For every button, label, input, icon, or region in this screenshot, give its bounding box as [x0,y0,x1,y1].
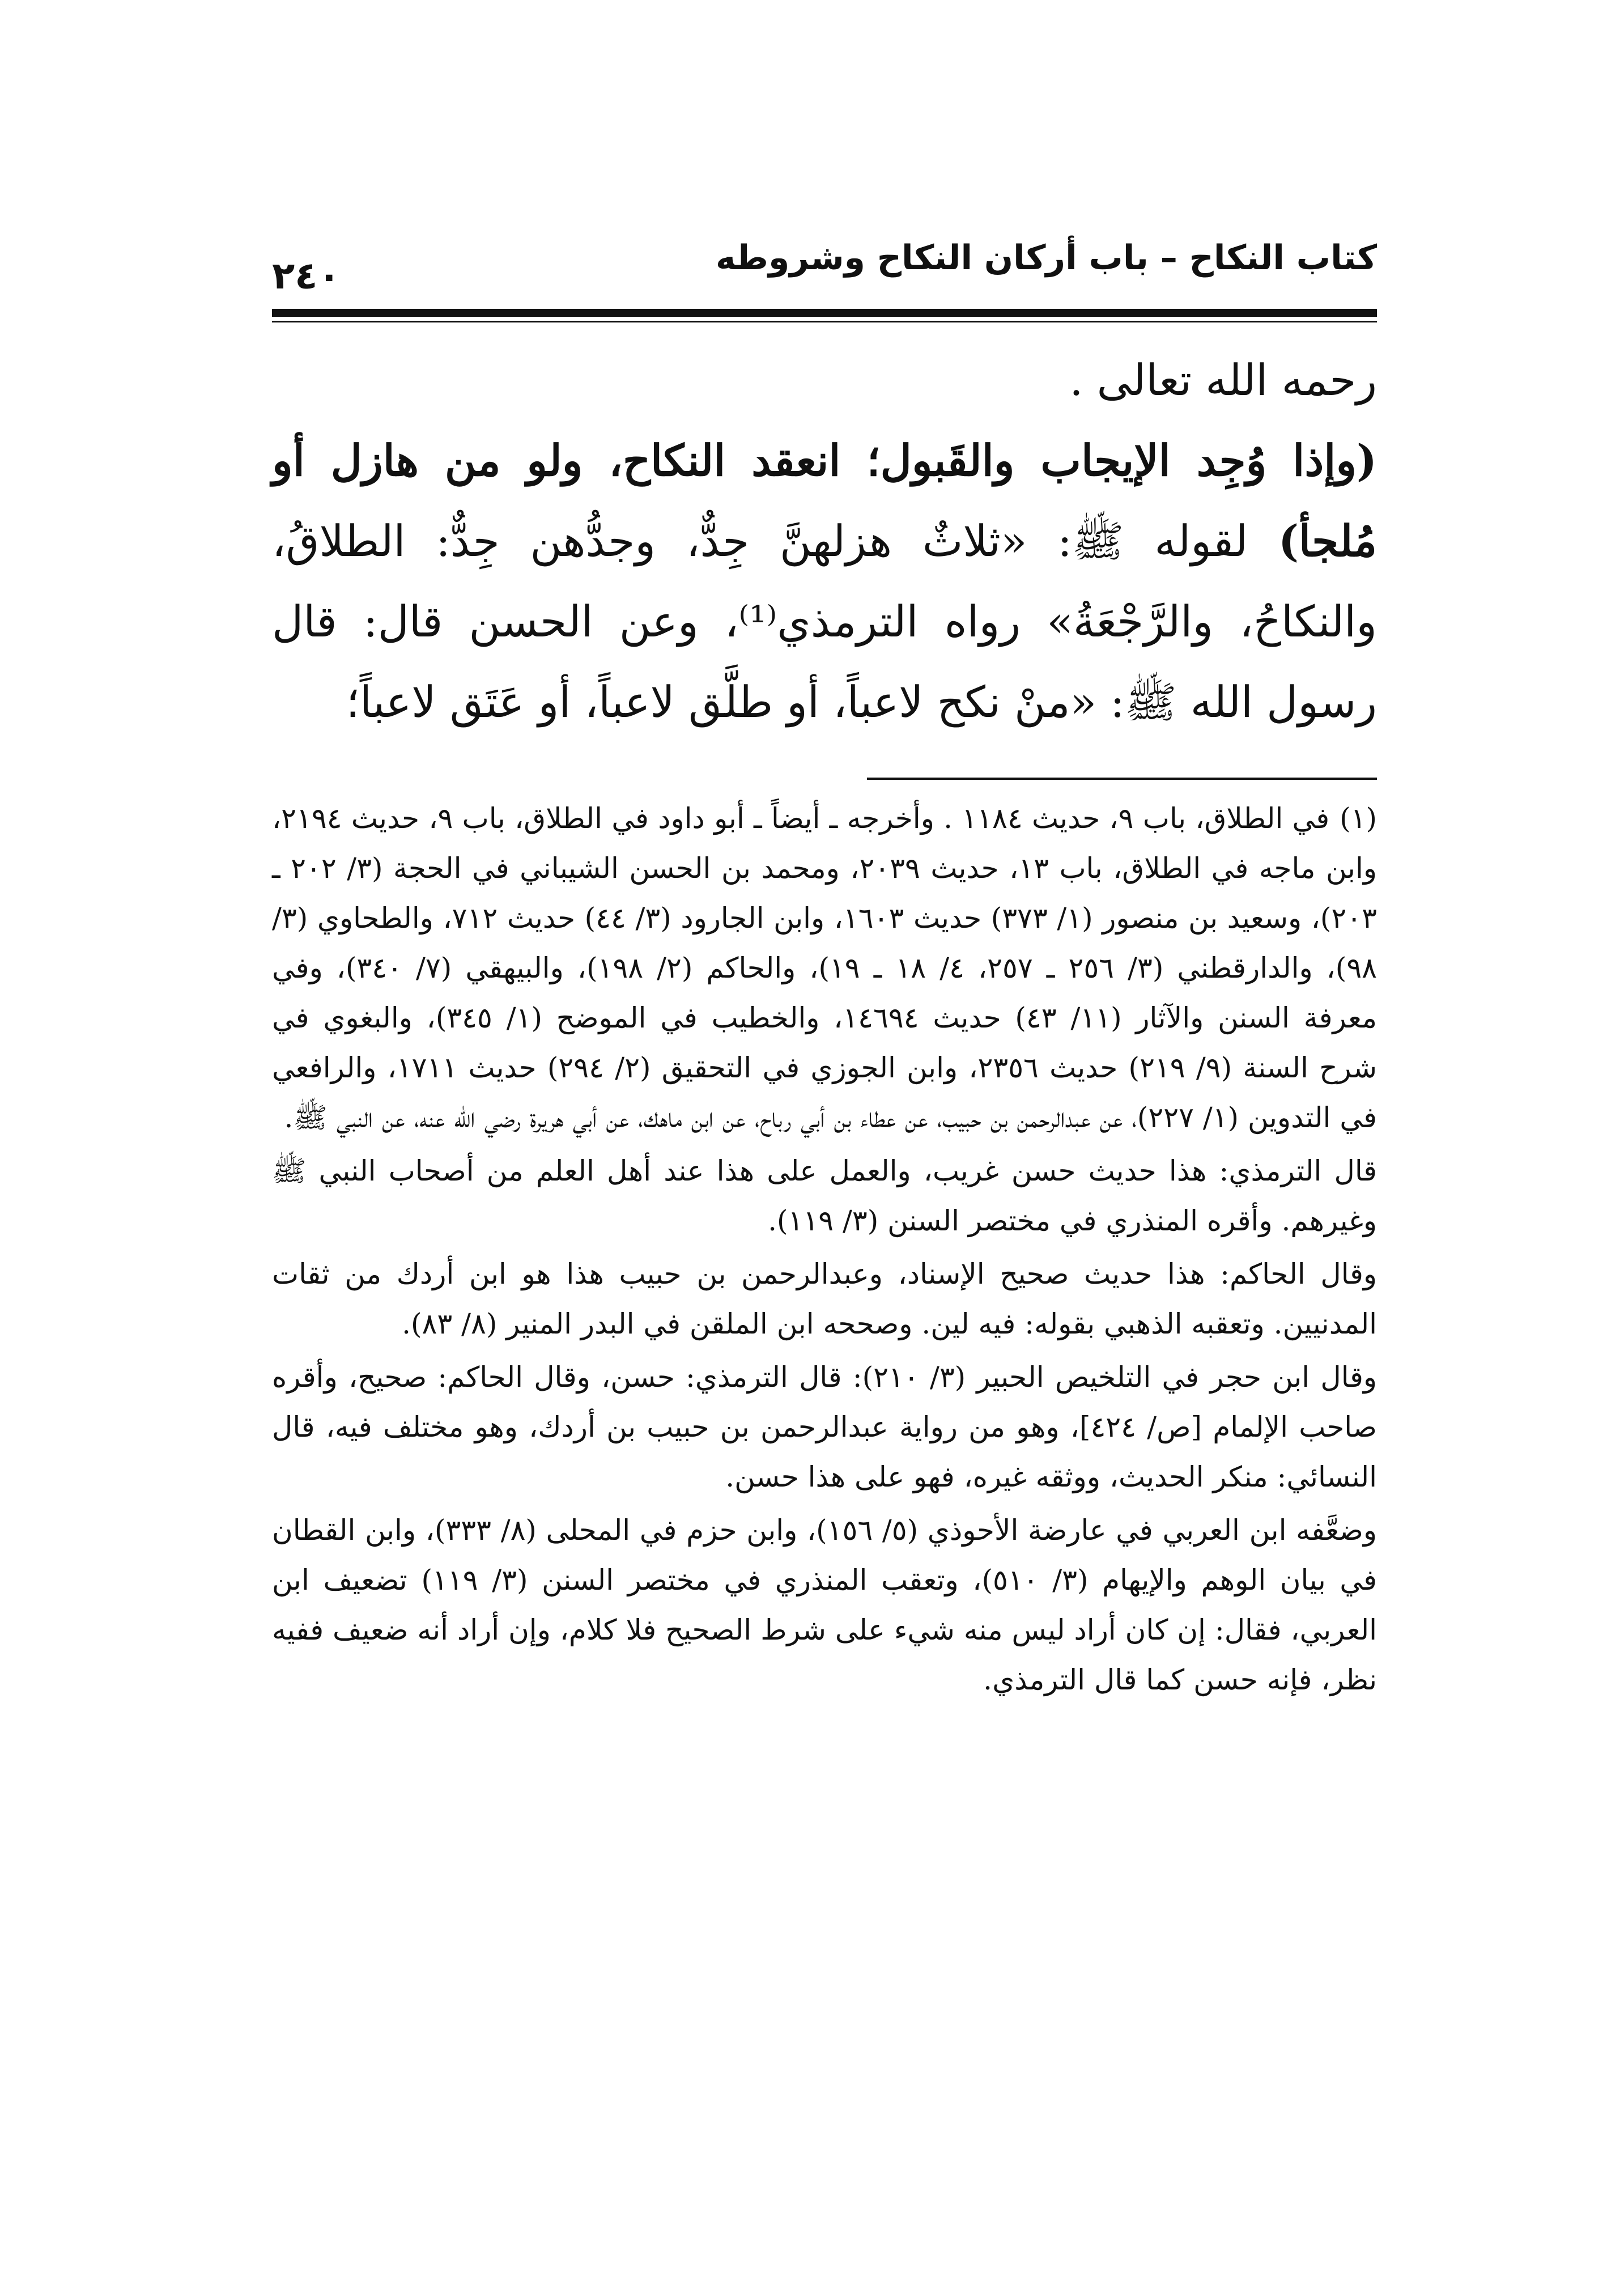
main-line-1: رحمه الله تعالى . [1069,355,1377,405]
main-paragraph-bold: (وإذا وُجِد الإيجاب والقَبول؛ انعقد النكاح، ولو من هازل أو مُلجأ) [272,435,1377,566]
header-rule-thick [272,309,1377,317]
footnote-separator [867,778,1377,780]
main-paragraph-rest: لقوله ﷺ: «ثلاثٌ هزلهنَّ جِدٌّ، وجدُّهن جِدٌّ: الطلاقُ، والنكاحُ، والرَّجْعَةُ» رواه الترمذي⁽¹⁾، وعن الحسن قال: قال رسول الله ﷺ: «منْ نكح لاعباً، أو طلَّق لاعباً، أو عَتَق لاعباً؛ [272,516,1378,727]
main-paragraph [272,421,1377,742]
page-number: ٢٤٠ [272,254,341,298]
footnote-paragraph-5: وضعَّفه ابن العربي في عارضة الأحوذي (٥/ ١٥٦)، وابن حزم في المحلى (٨/ ٣٣٣)، وابن القطان في بيان الوهم والإيهام (٣/ ٥١٠)، وتعقب المنذري في مختصر السنن (٣/ ١١٩) تضعيف ابن العربي، فقال: إن كان أراد ليس منه شيء على شرط الصحيح فلا كلام، وإن أراد أنه ضعيف ففيه نظر، فإنه حسن كما قال الترمذي. [272,1514,1378,1696]
footnotes [272,793,1377,1708]
footnote-1-text: في الطلاق، باب ٩، حديث ١١٨٤ . وأخرجه ـ أيضاً ـ أبو داود في الطلاق، باب ٩، حديث ٢١٩٤، وابن ماجه في الطلاق، باب ١٣، حديث ٢٠٣٩، ومحمد بن الحسن الشيباني في الحجة (٣/ ٢٠٢ ـ ٢٠٣)، وسعيد بن منصور (١/ ٣٧٣) حديث ١٦٠٣، وابن الجارود (٣/ ٤٤) حديث ٧١٢، والطحاوي (٣/ ٩٨)، والدارقطني (٣/ ٢٥٦ ـ ٢٥٧، ٤/ ١٨ ـ ١٩)، والحاكم (٢/ ١٩٨)، والبيهقي (٧/ ٣٤٠)، وفي معرفة السنن والآثار (١١/ ٤٣) حديث ١٤٦٩٤، والخطيب في الموضح (١/ ٣٤٥)، والبغوي في شرح السنة (٩/ ٢١٩) حديث ٢٣٥٦، وابن الجوزي في التحقيق (٢/ ٢٩٤) حديث ١٧١١، والرافعي في التدوين (١/ ٢٢٧)، عن عبدالرحمن بن حبيب، عن عطاء بن أبي رباح، عن ابن ماهك، عن أبي هريرة رضي الله عنه، عن النبي ﷺ. [272,802,1378,1134]
footnote-marker: (١) [1340,802,1378,835]
footnote-1 [272,793,1377,1143]
main-text [272,340,1377,742]
running-title: كتاب النكاح – باب أركان النكاح وشروطه [716,238,1377,278]
page-header [272,227,1377,312]
footnote-paragraph-4: وقال ابن حجر في التلخيص الحبير (٣/ ٢١٠): قال الترمذي: حسن، وقال الحاكم: صحيح، وأقره صاحب الإلمام [ص/ ٤٢٤]، وهو من رواية عبدالرحمن بن حبيب بن أردك، وهو مختلف فيه، قال النسائي: منكر الحديث، ووثقه غيره، فهو على هذا حسن. [272,1361,1377,1493]
header-rule-thin [272,321,1377,322]
footnote-paragraph-3: وقال الحاكم: هذا حديث صحيح الإسناد، وعبدالرحمن بن حبيب هذا هو ابن أردك من ثقات المدنيين. وتعقبه الذهبي بقوله: فيه لين. وصححه ابن الملقن في البدر المنير (٨/ ٨٣). [272,1258,1377,1340]
footnote-paragraph-2: قال الترمذي: هذا حديث حسن غريب، والعمل على هذا عند أهل العلم من أصحاب النبي ﷺ وغيرهم. وأقره المنذري في مختصر السنن (٣/ ١١٩). [272,1154,1377,1237]
